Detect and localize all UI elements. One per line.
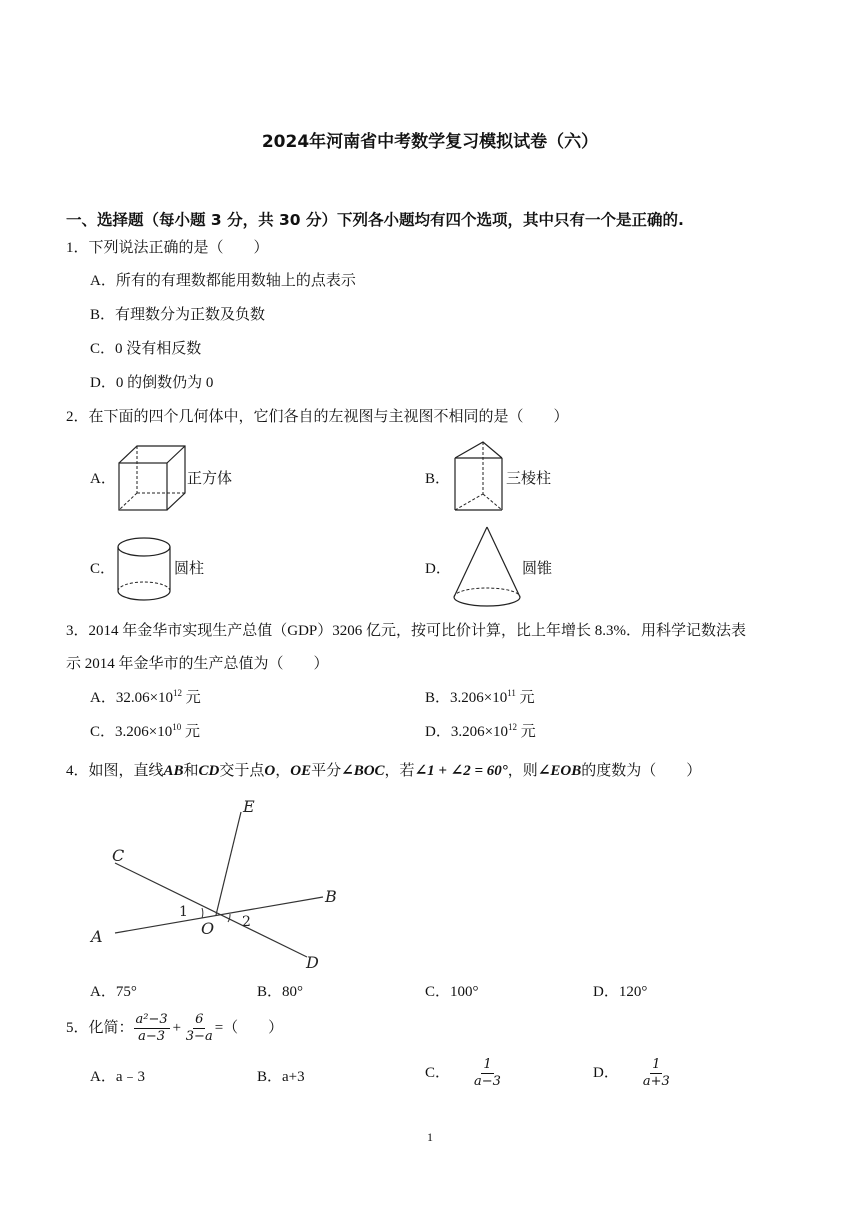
cube-figure: [116, 443, 188, 513]
q2-option-a-label: 正方体: [187, 471, 233, 487]
q2-option-c-label: 圆柱: [174, 561, 205, 577]
q4-option-d: D．120°: [593, 984, 648, 1000]
q5-option-d: D． $\frac{1}{a+3}$: [593, 1057, 670, 1089]
q1-option-a: A．所有的有理数都能用数轴上的点表示: [90, 273, 356, 289]
q2-option-d-label: 圆锥: [522, 561, 553, 577]
q3-option-b: B．$3.206\times 10^{11}$ 元: [425, 688, 535, 706]
q1-option-b: B．有理数分为正数及负数: [90, 307, 266, 323]
intersecting-lines-figure: [85, 790, 355, 975]
q2-option-b-letter: B．: [425, 471, 451, 487]
q2-option-d-letter: D．: [425, 561, 451, 577]
q1-stem: 1．下列说法正确的是（ ）: [66, 240, 269, 256]
q5-fraction-1: $\frac{\text{a²−3}}{a-3}$: [135, 1012, 168, 1044]
q5-stem: 5．化简： $\frac{\text{a²−3}}{a-3}$ + $\frac{6}{3-a}$ =（ ）: [66, 1012, 284, 1044]
q2-option-b-label: 三棱柱: [506, 471, 552, 487]
label-e: E: [243, 797, 255, 816]
q4-option-b: B．80°: [257, 984, 304, 1000]
triangular-prism-figure: [452, 440, 508, 514]
page-title: 2024年河南省中考数学复习模拟试卷（六）: [261, 132, 599, 152]
q2-stem: 2．在下面的四个几何体中，它们各自的左视图与主视图不相同的是（ ）: [66, 409, 569, 425]
q4-option-a: A．75°: [90, 984, 137, 1000]
q2-option-a-letter: A．: [90, 471, 116, 487]
q3-option-d: D．$3.206\times 10^{12}$ 元: [425, 722, 536, 740]
q4-option-c: C．100°: [425, 984, 479, 1000]
q1-option-c: C．0 没有相反数: [90, 341, 202, 357]
q3-option-a: A．$32.06\times 10^{12}$ 元: [90, 688, 201, 706]
page-number: 1: [427, 1130, 433, 1144]
section-heading: 一、选择题（每小题 3 分，共 30 分）下列各小题均有四个选项，其中只有一个是正确的.: [66, 211, 684, 229]
q3-stem-line1: 3．2014 年金华市实现生产总值（GDP）3206 亿元，按可比价计算，比上年增长 8.3%．用科学记数法表: [66, 623, 747, 639]
label-angle-1: 1: [179, 904, 188, 920]
q5-option-a: A．a﹣3: [90, 1069, 145, 1085]
label-c: C: [112, 846, 125, 865]
label-b: B: [325, 887, 337, 906]
q2-option-c-letter: C．: [90, 561, 116, 577]
q1-option-d: D．0 的倒数仍为 0: [90, 375, 214, 391]
label-o: O: [201, 919, 215, 938]
cone-figure: [452, 525, 524, 611]
q5-option-b: B．a+3: [257, 1069, 305, 1085]
q4-stem: 4．如图，直线AB和CD交于点O，OE平分∠BOC，若∠1 + ∠2 = 60°，则∠EOB的度数为（ ）: [66, 763, 702, 779]
q5-option-d-fraction: $\frac{1}{a+3}$: [642, 1057, 670, 1089]
q5-fraction-2: $\frac{6}{3-a}$: [185, 1012, 213, 1044]
q3-stem-line2: 示 2014 年金华市的生产总值为（ ）: [66, 656, 329, 672]
cylinder-figure: [116, 535, 172, 605]
label-d: D: [306, 953, 319, 972]
q5-option-c-fraction: $\frac{1}{a-3}$: [474, 1057, 501, 1089]
q3-option-c: C．$3.206\times 10^{10}$ 元: [90, 722, 200, 740]
label-a: A: [91, 927, 103, 946]
label-angle-2: 2: [242, 914, 251, 930]
q5-option-c: C． $\frac{1}{a-3}$: [425, 1057, 501, 1089]
